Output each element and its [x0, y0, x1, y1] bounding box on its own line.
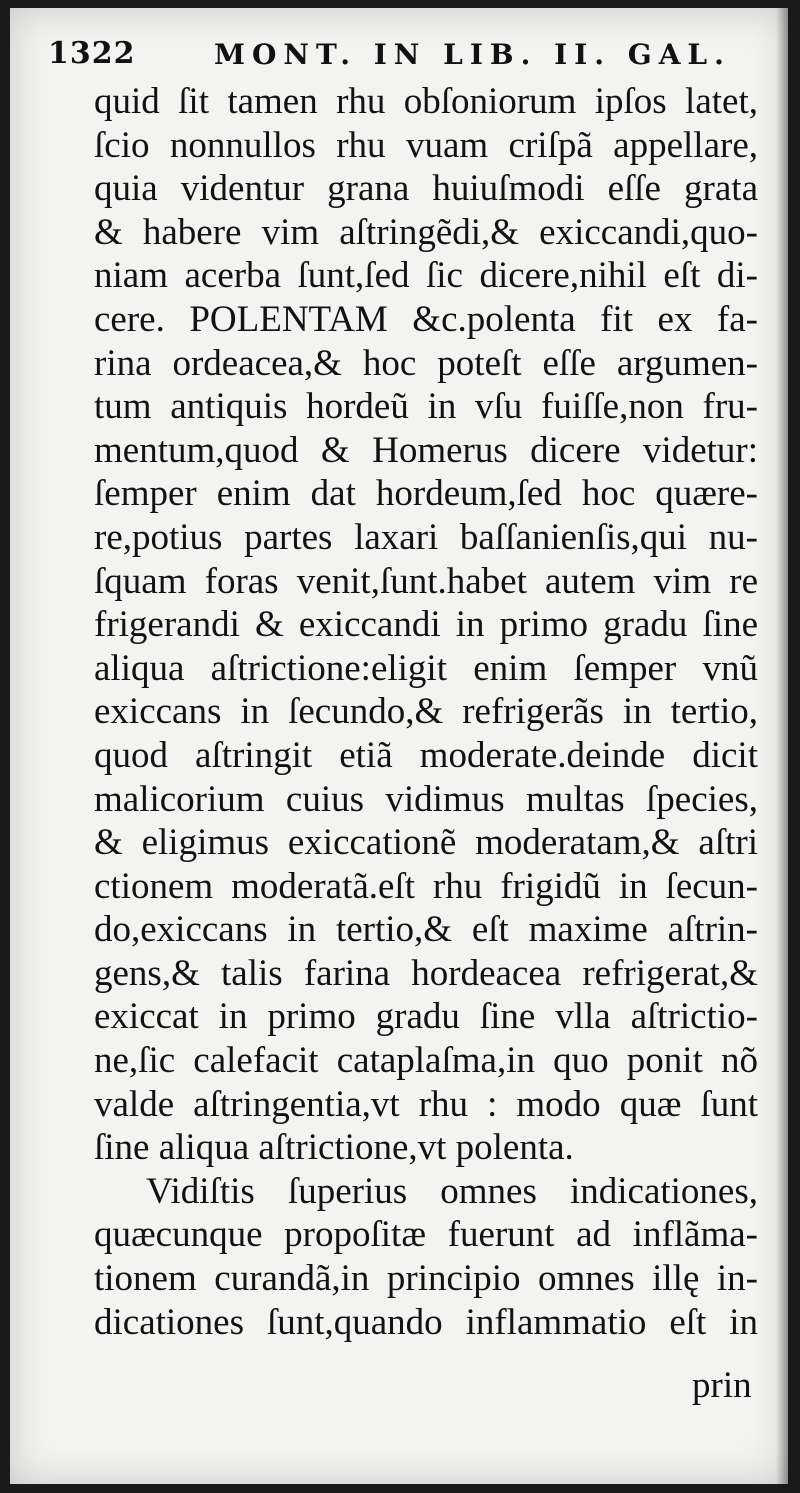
text-line: quæcunque propoſitæ fuerunt ad inflãma- — [94, 1214, 758, 1256]
text-line: mentum,quod & Homerus dicere videtur: — [94, 429, 758, 471]
text-line: valde aſtringentia,vt rhu : modo quæ ſunt — [94, 1083, 758, 1125]
text-line: quia videntur grana huiuſmodi eſſe grata — [94, 168, 758, 210]
text-line: gens,& talis farina hordeacea refrigerat,& — [94, 952, 758, 994]
book-page — [10, 8, 788, 1484]
text-line: do,exiccans in tertio,& eſt maxime aſtrin- — [94, 909, 758, 951]
page-header — [48, 30, 748, 80]
body-text — [94, 80, 758, 1344]
text-line: ſemper enim dat hordeum,ſed hoc quære- — [94, 473, 758, 515]
folio-number: 1322 — [48, 36, 136, 71]
text-line: & eligimus exiccationẽ moderatam,& aſtri — [94, 822, 758, 864]
text-line: frigerandi & exiccandi in primo gradu ſine — [94, 604, 758, 646]
text-line: quid ſit tamen rhu obſoniorum ipſos latet, — [94, 81, 758, 122]
text-line: exiccat in primo gradu ſine vlla aſtrictio- — [94, 996, 758, 1038]
text-line: ſcio nonnullos rhu vuam criſpã appellare, — [94, 124, 758, 166]
text-line: tum antiquis hordeũ in vſu fuiſſe,non fru- — [94, 386, 758, 428]
text-line: dicationes ſunt,quando inflammatio eſt in — [94, 1301, 758, 1343]
text-line: ne,ſic calefacit cataplaſma,in quo ponit nõ — [94, 1040, 758, 1082]
text-line: ſine aliqua aſtrictione,vt polenta. — [94, 1127, 574, 1169]
text-line: malicorium cuius vidimus multas ſpecies, — [94, 778, 758, 820]
text-line: Vidiſtis ſuperius omnes indicationes, — [146, 1170, 758, 1212]
text-line: re,potius partes laxari baſſanienſis,qui nu- — [94, 516, 758, 558]
text-line: ſquam foras venit,ſunt.habet autem vim re — [94, 560, 758, 602]
text-line: & habere vim aſtringẽdi,& exiccandi,quo- — [94, 211, 758, 253]
text-line: exiccans in ſecundo,& refrigerãs in tertio, — [94, 691, 758, 733]
text-line: tionem curandã,in principio omnes illę in- — [94, 1258, 758, 1300]
text-line: quod aſtringit etiã moderate.deinde dicit — [94, 734, 758, 776]
catchword: prin — [692, 1365, 752, 1406]
text-line: cere. POLENTAM &c.polenta fit ex fa- — [94, 298, 758, 340]
page-edge-shadow — [776, 8, 788, 1484]
text-line: niam acerba ſunt,ſed ſic dicere,nihil eſt di- — [94, 255, 758, 297]
text-line: rina ordeacea,& hoc poteſt eſſe argumen- — [94, 342, 758, 384]
text-line: aliqua aſtrictione:eligit enim ſemper vnũ — [94, 647, 758, 689]
text-line: ctionem moderatã.eſt rhu frigidũ in ſecun- — [94, 865, 758, 907]
running-title: MONT. IN LIB. II. GAL. — [214, 38, 731, 71]
